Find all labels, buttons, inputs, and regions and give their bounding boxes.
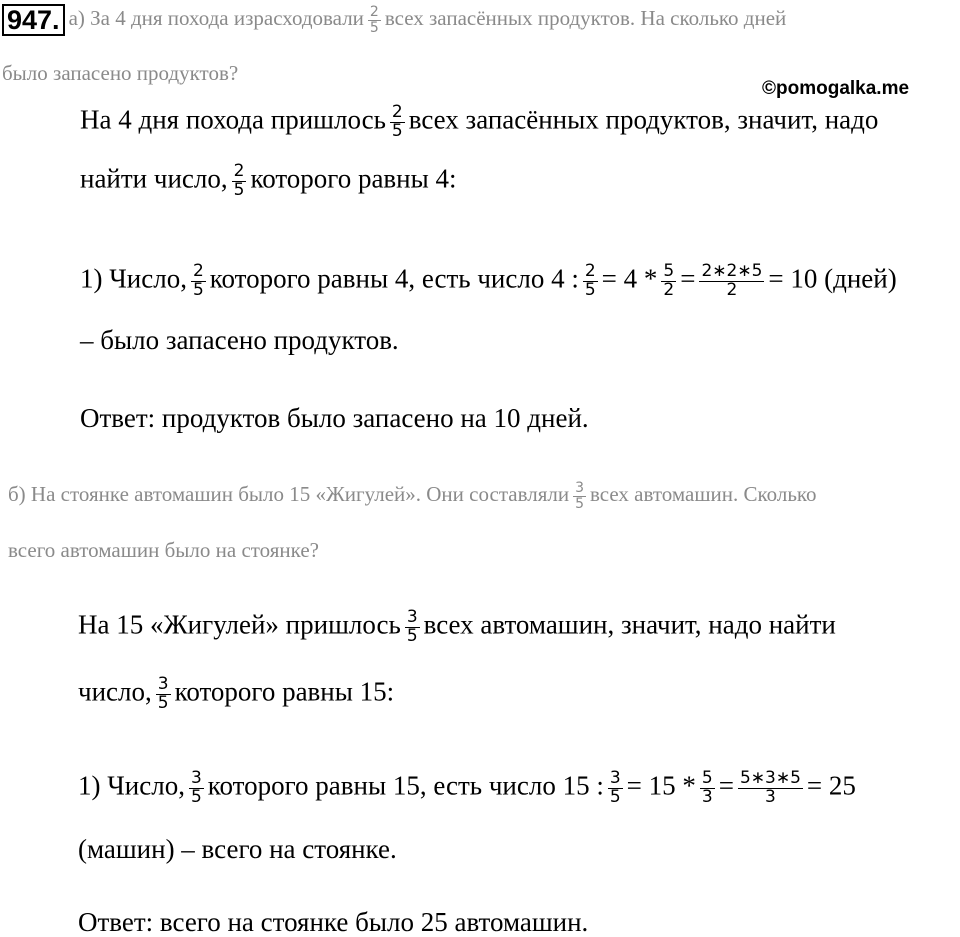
- answer-a: Ответ: продуктов было запасено на 10 дней.: [80, 403, 589, 433]
- denominator: 5: [391, 120, 403, 141]
- fraction: [608, 770, 623, 807]
- numerator: 2: [233, 161, 245, 181]
- text: всех автомашин, значит, надо найти: [423, 609, 836, 640]
- text: = 4 *: [601, 263, 658, 294]
- watermark: ©pomogalka.me: [762, 78, 910, 99]
- numerator: 3: [609, 768, 621, 788]
- denominator: 5: [190, 786, 202, 807]
- task-a-line-2: было запасено продуктов?: [2, 61, 239, 85]
- task-b-line-2: всего автомашин было на стоянке?: [8, 538, 319, 562]
- solution-a-line-1: [80, 104, 878, 141]
- text: которого равны 4:: [250, 163, 457, 194]
- answer-b: Ответ: всего на стоянке было 25 автомашин.: [78, 907, 589, 937]
- solution-a-line-3: [80, 263, 897, 300]
- text: На 15 «Жигулей» пришлось: [78, 609, 401, 640]
- fraction: [368, 5, 381, 35]
- numerator: 5: [663, 261, 675, 281]
- task-a-text-1: а) За 4 дня похода израсходовали: [68, 5, 364, 30]
- text: На 4 дня похода пришлось: [80, 104, 386, 135]
- text: число,: [78, 676, 152, 707]
- text: всех запасённых продуктов, значит, надо: [408, 104, 879, 135]
- denominator: 5: [233, 179, 245, 200]
- text: 1) Число,: [78, 770, 185, 801]
- task-b-line-1: [8, 481, 817, 511]
- numerator: 2∗2∗5: [701, 261, 763, 281]
- text: =: [680, 263, 696, 294]
- task-a-line-1: [2, 4, 786, 36]
- denominator: 5: [406, 625, 418, 646]
- denominator: 5: [575, 495, 584, 512]
- fraction: [232, 163, 247, 200]
- text: = 15 *: [626, 770, 696, 801]
- numerator: 3: [157, 674, 169, 694]
- denominator: 5: [369, 19, 379, 36]
- solution-a-line-2: [80, 163, 457, 200]
- text: которого равны 4, есть число 4 :: [209, 263, 579, 294]
- denominator: 5: [157, 692, 169, 713]
- denominator: 2: [726, 279, 738, 300]
- problem-number: 947.: [2, 4, 65, 36]
- denominator: 3: [765, 786, 776, 807]
- numerator: 3: [575, 480, 584, 496]
- fraction: [699, 263, 764, 300]
- fraction: [738, 770, 803, 807]
- solution-b-line-2: [78, 676, 394, 713]
- text: =: [718, 770, 734, 801]
- text: = 25: [806, 770, 856, 801]
- numerator: 3: [190, 768, 202, 788]
- text: б) На стоянке автомашин было 15 «Жигулей». Они составляли: [8, 482, 570, 506]
- numerator: 5: [701, 768, 713, 788]
- task-a-text-1b: всех запасённых продуктов. На сколько дней: [384, 5, 787, 30]
- text: = 10 (дней): [768, 263, 897, 294]
- fraction: [405, 609, 420, 646]
- numerator: 2: [192, 261, 204, 281]
- denominator: 2: [663, 279, 675, 300]
- fraction: [191, 263, 206, 300]
- text: которого равны 15:: [174, 676, 395, 707]
- denominator: 5: [609, 786, 621, 807]
- fraction: [700, 770, 715, 807]
- denominator: 5: [192, 279, 204, 300]
- solution-b-line-1: [78, 609, 836, 646]
- denominator: 3: [701, 786, 713, 807]
- solution-b-line-3: [78, 770, 856, 807]
- text: найти число,: [80, 163, 228, 194]
- numerator: 2: [391, 102, 403, 122]
- numerator: 5∗3∗5: [739, 768, 801, 788]
- denominator: 5: [584, 279, 596, 300]
- solution-a-line-4: – было запасено продуктов.: [80, 325, 399, 355]
- numerator: 3: [406, 607, 418, 627]
- text: 1) Число,: [80, 263, 187, 294]
- text: всех автомашин. Сколько: [590, 482, 817, 506]
- fraction: [583, 263, 598, 300]
- text: которого равны 15, есть число 15 :: [207, 770, 604, 801]
- fraction: [661, 263, 676, 300]
- numerator: 2: [369, 3, 379, 20]
- numerator: 2: [584, 261, 596, 281]
- solution-b-line-4: (машин) – всего на стоянке.: [78, 834, 397, 864]
- fraction: [573, 481, 586, 511]
- fraction: [156, 676, 171, 713]
- fraction: [189, 770, 204, 807]
- fraction: [390, 104, 405, 141]
